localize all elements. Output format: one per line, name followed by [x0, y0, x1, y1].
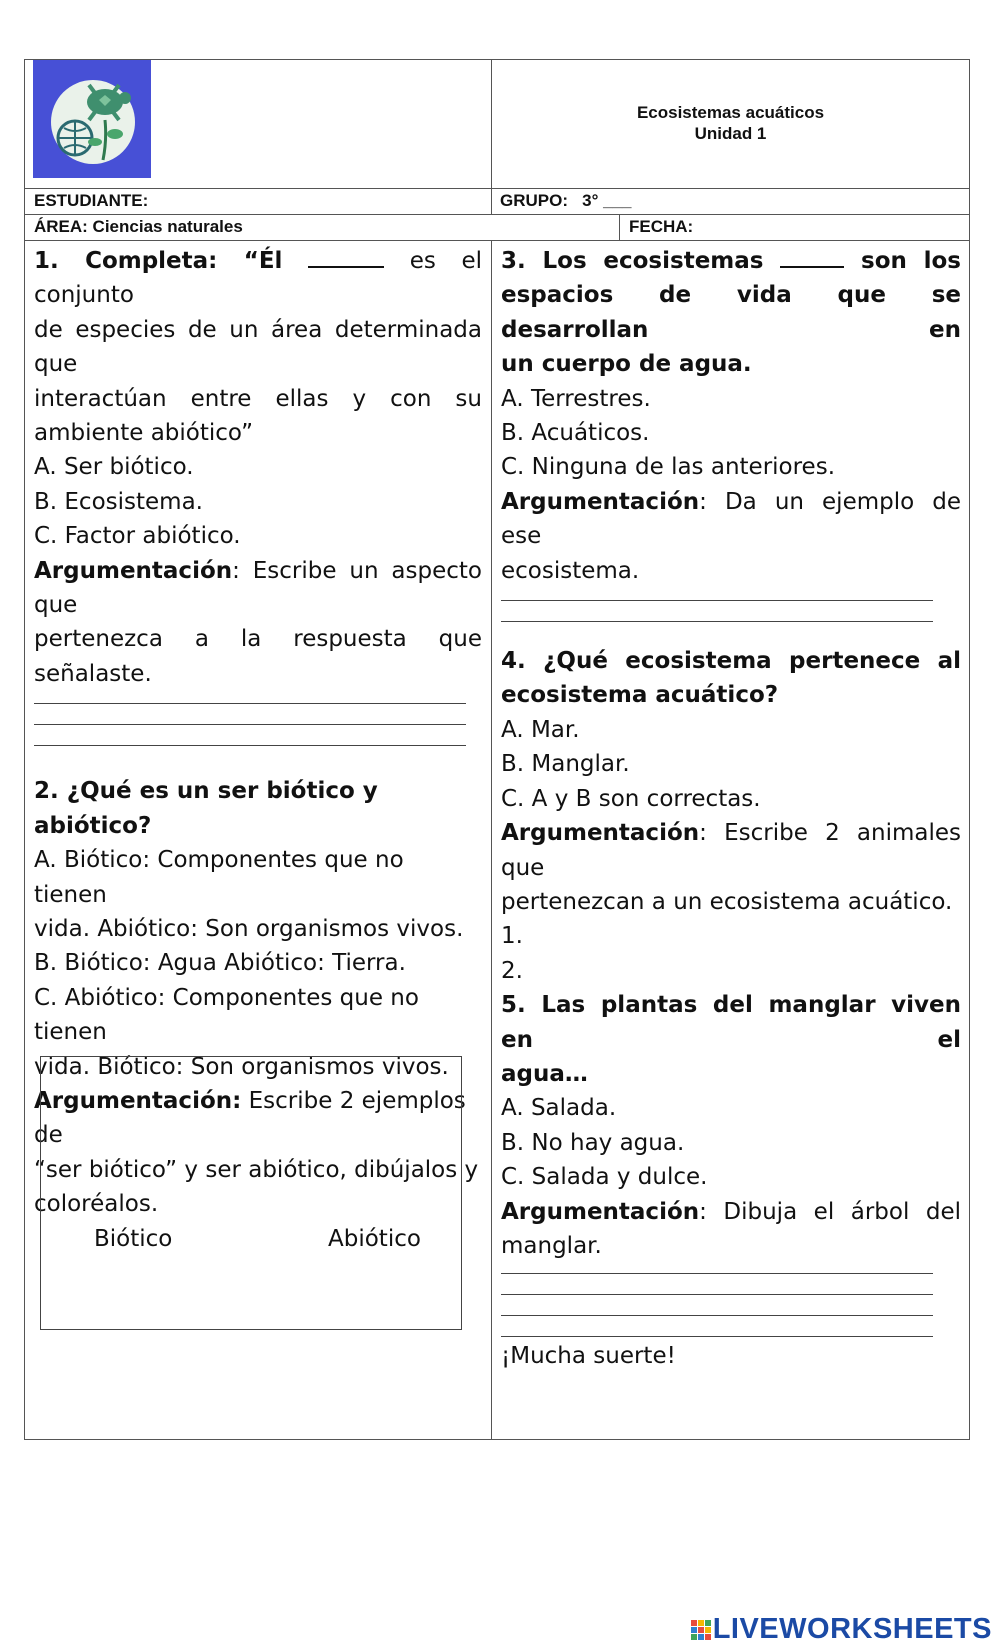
q4-option-c: C. A y B son correctas.	[501, 785, 761, 812]
q2-option-c-2: vida. Biótico: Son organismos vivos.	[34, 1053, 449, 1080]
biotic-header: Biótico	[94, 1225, 173, 1252]
q1-line-2: de especies de un área determinada que	[34, 316, 482, 378]
q1-arg-line-3: señalaste.	[34, 660, 152, 687]
q2-option-a-1: A. Biótico: Componentes que no tienen	[34, 847, 404, 908]
brand-grid-icon	[691, 1620, 711, 1640]
q1-blank	[308, 248, 384, 268]
q5-answer-lines	[501, 1273, 961, 1337]
date-label: FECHA:	[629, 217, 694, 236]
q5-title-line-1: 5. Las plantas del manglar viven en el	[501, 992, 961, 1053]
q5-arg-label: Argumentación	[501, 1198, 700, 1225]
student-label: ESTUDIANTE:	[34, 191, 149, 210]
brand-text: LIVEWORKSHEETS	[712, 1613, 992, 1645]
q4-option-b: B. Manglar.	[501, 751, 630, 778]
q3-option-b: B. Acuáticos.	[501, 420, 650, 447]
q1-line-3: interactúan entre ellas y con su	[34, 385, 482, 412]
q3-title-line-3: un cuerpo de agua.	[501, 351, 752, 378]
group-label: GRUPO:	[500, 191, 568, 210]
answer-line	[501, 1315, 933, 1316]
body-column-divider	[491, 240, 492, 1440]
q4-arg-line-2: pertenezcan a un ecosistema acuático.	[501, 888, 953, 915]
q5-title-line-2: agua…	[501, 1060, 588, 1087]
q1-line-1	[34, 244, 482, 313]
student-row-divider	[24, 214, 970, 215]
q1-arg-line-1	[34, 554, 482, 623]
header-divider	[24, 188, 970, 189]
abiotic-header: Abiótico	[328, 1225, 421, 1252]
school-logo	[33, 60, 151, 178]
answer-line	[501, 1294, 933, 1295]
q2-arg-text: Escribe 2 ejemplos de	[34, 1087, 466, 1149]
q1-lead: 1. Completa: “Él	[34, 248, 283, 274]
closing-message: ¡Mucha suerte!	[501, 1343, 676, 1370]
q2-title-line-2: abiótico?	[34, 812, 152, 839]
q4-option-a: A. Mar.	[501, 716, 580, 743]
q5-arg-text: : Dibuja el árbol del	[699, 1198, 961, 1225]
q5-option-b: B. No hay agua.	[501, 1129, 685, 1156]
q2-title-line-1: 2. ¿Qué es un ser biótico y	[34, 778, 378, 805]
liveworksheets-logo	[691, 1613, 992, 1646]
answer-line	[34, 724, 466, 725]
q5-arg-line-2: manglar.	[501, 1232, 602, 1259]
q4-title-line-1: 4. ¿Qué ecosistema pertenece al	[501, 648, 961, 675]
answer-line	[34, 703, 466, 704]
q1-arg-line-2: pertenezca a la respuesta que	[34, 626, 482, 653]
group-field	[500, 191, 632, 211]
q1-option-c: C. Factor abiótico.	[34, 523, 241, 550]
unit-text: Unidad 1	[694, 124, 767, 143]
q3-title-line-2: espacios de vida que se desarrollan en	[501, 282, 961, 343]
date-column-divider	[619, 214, 620, 241]
q4-answer-2: 2.	[501, 957, 523, 984]
q3-lead: 3. Los ecosistemas	[501, 248, 764, 274]
area-label: ÁREA: Ciencias naturales	[34, 217, 243, 236]
answer-line	[501, 600, 933, 601]
q4-title-line-2: ecosistema acuático?	[501, 682, 779, 709]
group-value: 3° ___	[582, 191, 632, 210]
q1-line-4: ambiente abiótico”	[34, 420, 254, 447]
q4-answer-1: 1.	[501, 923, 523, 950]
q4-arg-text: : Escribe 2 animales que	[501, 820, 961, 881]
q4-arg-line-1	[501, 816, 961, 885]
q5-option-c: C. Salada y dulce.	[501, 1164, 708, 1191]
area-row-divider	[24, 240, 970, 241]
q1-option-b: B. Ecosistema.	[34, 488, 203, 515]
answer-line	[501, 1336, 933, 1337]
title-text: Ecosistemas acuáticos	[636, 103, 825, 122]
q1-option-a: A. Ser biótico.	[34, 454, 194, 481]
q1-arg-label: Argumentación	[34, 557, 233, 584]
drawing-box[interactable]	[40, 1056, 462, 1330]
q3-arg-text: : Da un ejemplo de ese	[501, 488, 961, 550]
q1-arg-text: : Escribe un aspecto que	[34, 557, 482, 619]
worksheet-title	[492, 102, 969, 144]
answer-line	[501, 1273, 933, 1274]
q3-arg-label: Argumentación	[501, 488, 700, 515]
q2-arg-line-3: coloréalos.	[34, 1191, 159, 1218]
q3-option-c: C. Ninguna de las anteriores.	[501, 454, 836, 481]
q5-option-a: A. Salada.	[501, 1095, 617, 1122]
q3-blank	[780, 248, 844, 268]
q2-option-b: B. Biótico: Agua Abiótico: Tierra.	[34, 950, 406, 977]
right-column	[501, 244, 961, 1374]
q2-option-c-1: C. Abiótico: Componentes que no tienen	[34, 984, 419, 1046]
q3-answer-lines	[501, 600, 961, 622]
q4-arg-label: Argumentación	[501, 820, 700, 847]
q1-answer-lines	[34, 703, 482, 746]
q3-line-1	[501, 244, 961, 278]
q3-arg-line-1	[501, 485, 961, 554]
q2-option-a-2: vida. Abiótico: Son organismos vivos.	[34, 915, 464, 942]
q2-arg-label: Argumentación:	[34, 1087, 242, 1114]
q2-arg-line-2: “ser biótico” y ser abiótico, dibújalos y	[34, 1156, 479, 1183]
turtle-globe-icon	[33, 60, 151, 178]
q3-option-a: A. Terrestres.	[501, 385, 651, 412]
q3-lead-tail: son los	[861, 248, 961, 274]
q5-arg-line-1	[501, 1195, 961, 1229]
q3-arg-line-2: ecosistema.	[501, 557, 640, 584]
q1-line1-tail: es el conjunto	[34, 248, 483, 309]
